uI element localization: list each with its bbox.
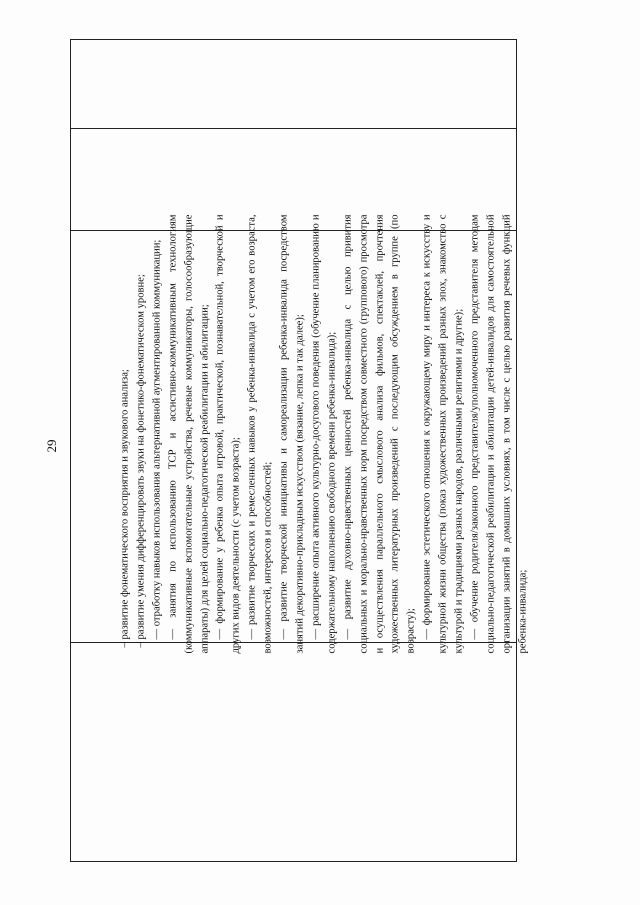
rotated-text-block: [116, 211, 529, 658]
list-item: — занятия по использованию ТСР и ассистивно-коммуникативным технологиям (коммуникативные вспомогательные устройства, речевые коммуникаторы, голосообразующие аппараты) для целей социально-педагогической реабилитации и абилитации;: [167, 214, 211, 654]
list-item: — формирование эстетического отношения к окружающему миру и интереса к искусству и культурной жизни общества (показ художественных произведений разных эпох, знакомство с культурой и традициями разных народов, различными религиями и другие);: [421, 214, 465, 654]
list-item: – развитие умения дифференцировать звуки на фонетико-фонематическом уровне;: [135, 274, 147, 648]
list-item: — расширение опыта активного культурно-досугового поведения (обучение планированию и содержательному наполнению свободного времени ребенка-инвалида);: [310, 214, 338, 654]
list-item: — развитие духовно-нравственных ценностей ребенка-инвалида с целью привития социальных и морально-нравственных норм посредством совместного (группового) просмотра и осуществления параллельного смыслового анализа фильмов, спектаклей, прочтения художественных литературных произведений с последующим обсуждением в группе (по возрасту);: [342, 214, 417, 654]
page-number: 29: [44, 439, 59, 453]
list-item: — отработку навыков использования альтернативной аугментированной коммуникации;: [151, 239, 163, 640]
list-item: — развитие творческой инициативы и самореализации ребенка-инвалида посредством занятий декоративно-прикладным искусством (вязание, лепка и так далее);: [278, 214, 306, 654]
list-item: — обучение родителя/законного представителя/уполномоченного представителя методам социально-педагогической реабилитации и абилитации детей-инвалидов для самостоятельной организации занятий в домашних условиях, в том числе с целью развития речевых функций ребенка-инвалида;: [469, 214, 529, 654]
list-item: – развитие фонематического восприятия и звукового анализа;: [119, 369, 131, 648]
list-item: — формирование у ребенка опыта игровой, практической, познавательной, творческой и других видов деятельности (с учетом возраста);: [214, 214, 242, 654]
table-row-divider: [71, 128, 516, 129]
list-item: — развитие творческих и ремесленных навыков у ребенка-инвалида с учетом его возраста, возможностей, интересов и способностей;: [246, 214, 274, 654]
